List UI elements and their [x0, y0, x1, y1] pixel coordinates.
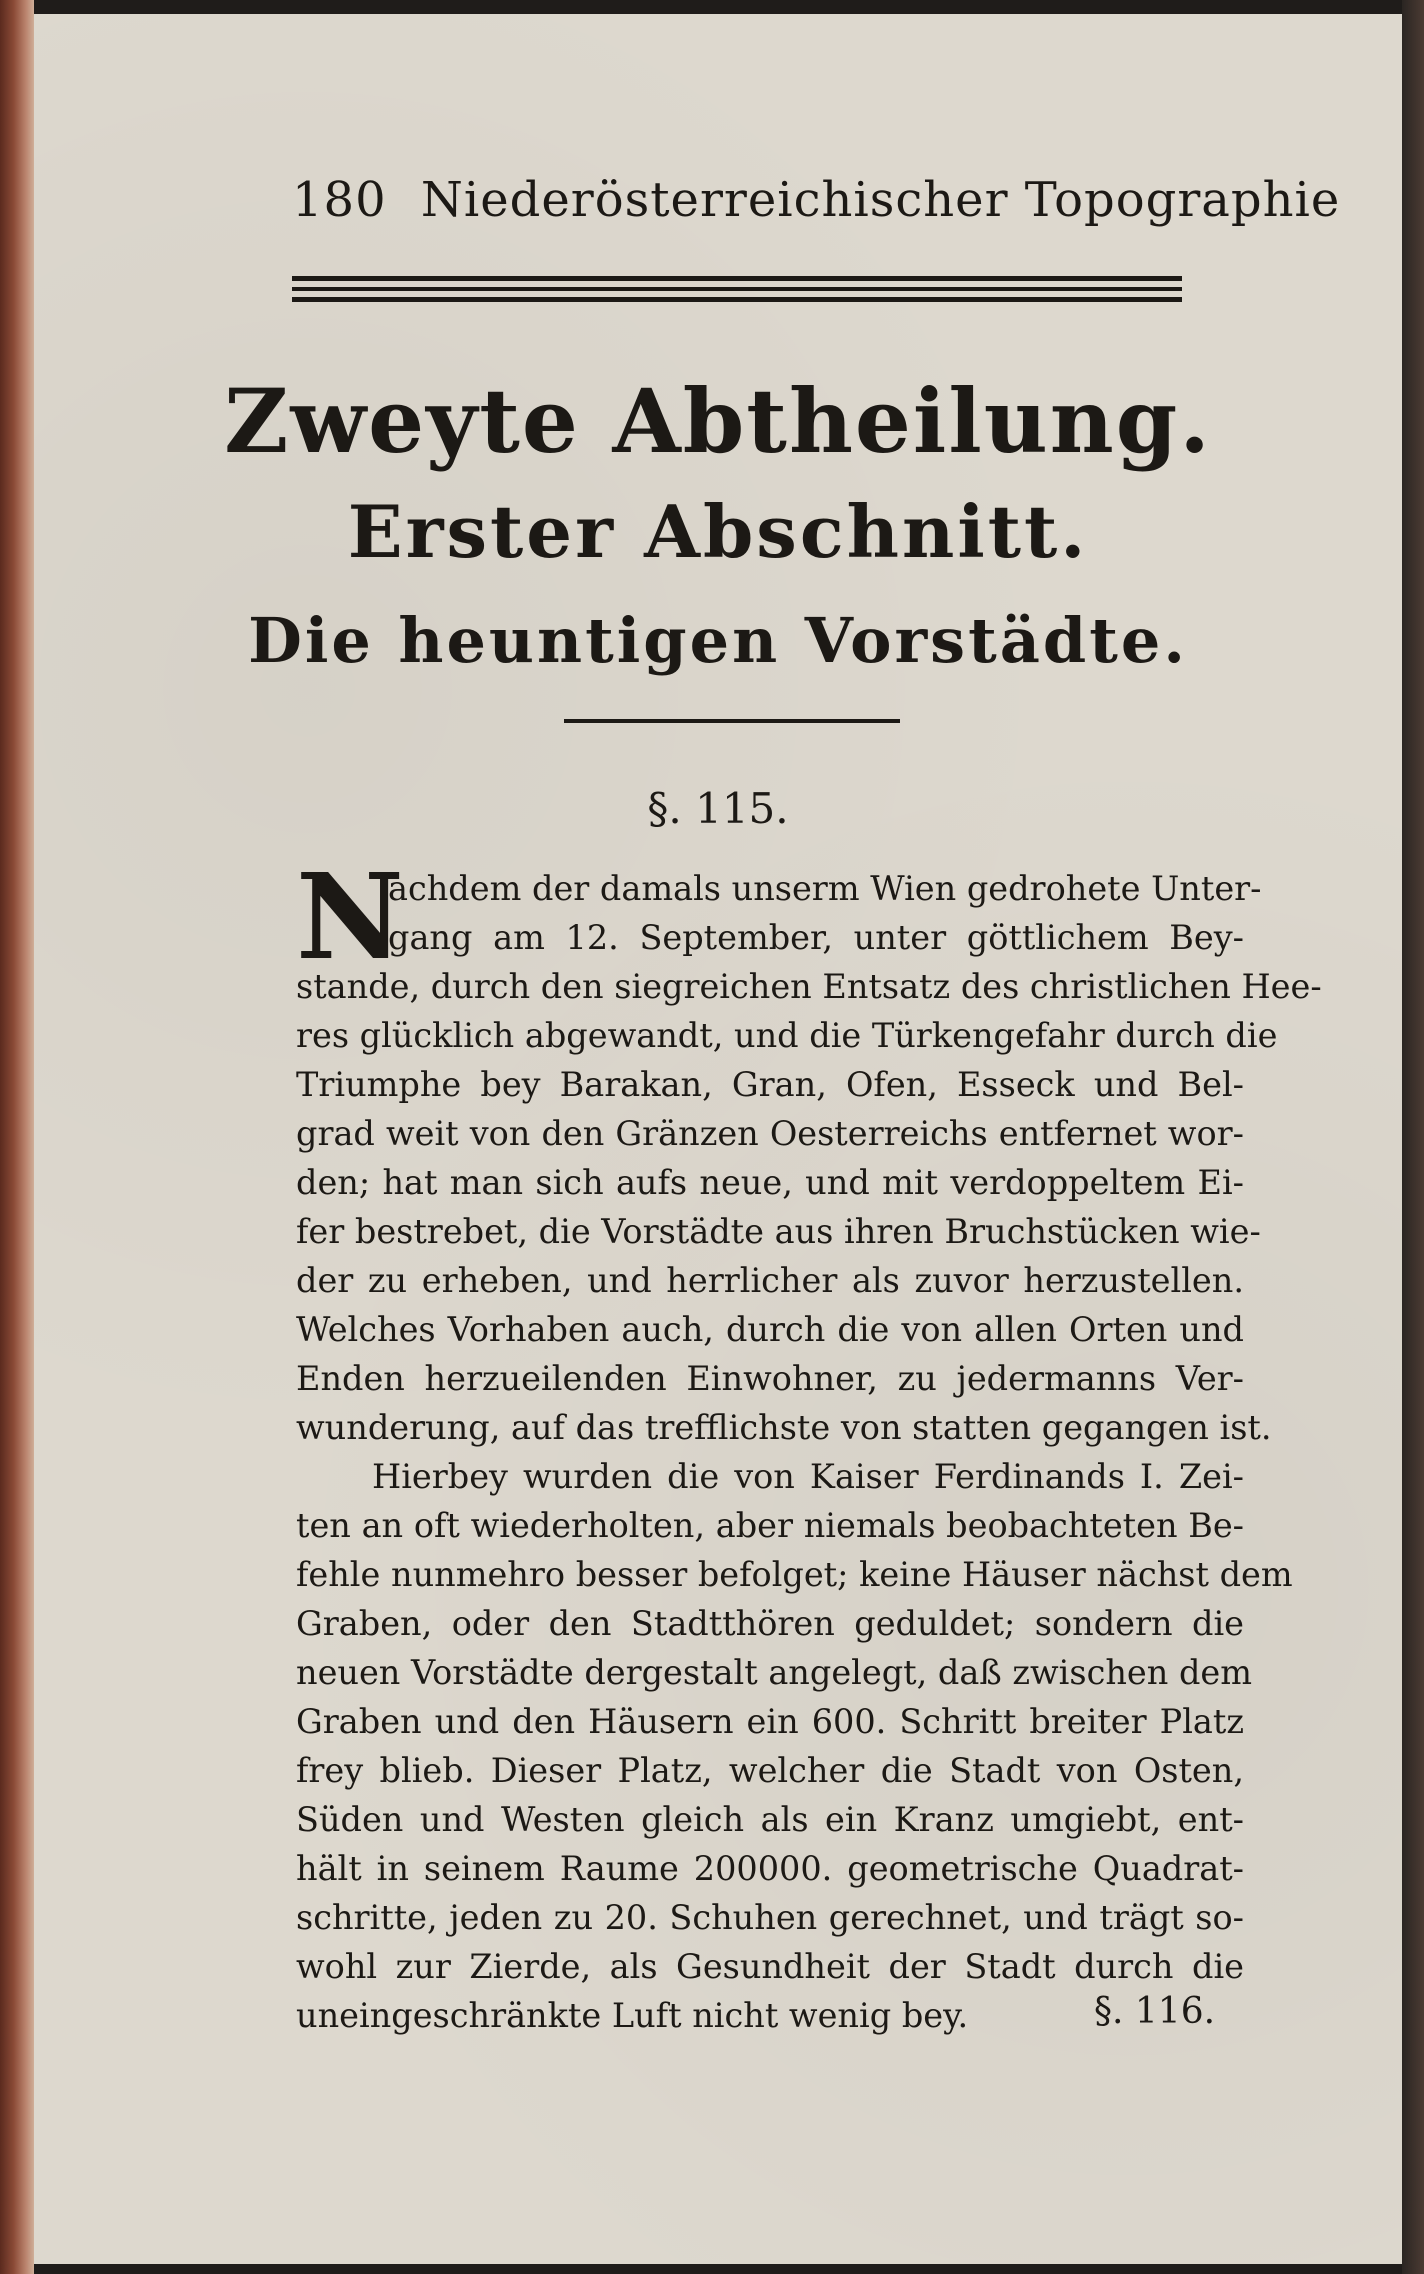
- text-line: uneingeschränkte Luft nicht wenig bey.: [296, 1996, 969, 2035]
- text-line: wunderung, auf das trefflichste von statten gegangen ist.: [296, 1408, 1272, 1447]
- section-heading: Erster Abschnitt.: [347, 489, 1089, 574]
- text-line: ten an oft wiederholten, aber niemals beobachteten Be-: [296, 1506, 1244, 1545]
- short-rule-divider: [564, 719, 900, 723]
- text-line: Welches Vorhaben auch, durch die von allen Orten und: [296, 1310, 1244, 1349]
- text-line: fehle nunmehro besser befolget; keine Häuser nächst dem: [296, 1555, 1293, 1594]
- drop-cap: N: [296, 847, 404, 986]
- page-number: 180: [292, 172, 387, 228]
- text-line: Hierbey wurden die von Kaiser Ferdinands I. Zei-: [372, 1457, 1244, 1496]
- text-line: den; hat man sich aufs neue, und mit verdoppeltem Ei-: [296, 1163, 1244, 1202]
- running-title: Niederösterreichischer Topographie: [420, 172, 1341, 228]
- text-line: frey blieb. Dieser Platz, welcher die Stadt von Osten,: [296, 1751, 1244, 1790]
- book-page: [34, 14, 1402, 2264]
- text-line: neuen Vorstädte dergestalt angelegt, daß zwischen dem: [296, 1653, 1252, 1692]
- double-rule-divider: [292, 276, 1182, 302]
- catchword: §. 116.: [1094, 1991, 1216, 2032]
- text-line: Süden und Westen gleich als ein Kranz umgiebt, ent-: [296, 1800, 1244, 1839]
- text-line: der zu erheben, und herrlicher als zuvor herzustellen.: [296, 1261, 1244, 1300]
- text-line: wohl zur Zierde, als Gesundheit der Stadt durch die: [296, 1947, 1244, 1986]
- body-text: [296, 847, 1322, 2040]
- text-line: res glücklich abgewandt, und die Türkengefahr durch die: [296, 1016, 1278, 1055]
- subject-heading: Die heuntigen Vorstädte.: [248, 604, 1188, 677]
- text-line: Graben und den Häusern ein 600. Schritt breiter Platz: [296, 1702, 1244, 1741]
- text-line: Graben, oder den Stadtthören geduldet; sondern die: [296, 1604, 1244, 1643]
- text-line: achdem der damals unserm Wien gedrohete Unter-: [388, 869, 1262, 908]
- text-line: Triumphe bey Barakan, Gran, Ofen, Esseck und Bel-: [296, 1065, 1244, 1104]
- paragraph-number: §. 115.: [647, 784, 789, 833]
- text-line: fer bestrebet, die Vorstädte aus ihren Bruchstücken wie-: [296, 1212, 1261, 1251]
- text-line: hält in seinem Raume 200000. geometrische Quadrat-: [296, 1849, 1244, 1888]
- text-line: gang am 12. September, unter göttlichem Bey-: [388, 918, 1244, 957]
- part-heading: Zweyte Abtheilung.: [224, 369, 1212, 473]
- text-line: stande, durch den siegreichen Entsatz des christlichen Hee-: [296, 967, 1322, 1006]
- book-spine-edge: [0, 0, 34, 2274]
- running-head: [292, 172, 1341, 228]
- book-right-edge: [1402, 0, 1424, 2274]
- text-line: grad weit von den Gränzen Oesterreichs entfernet wor-: [296, 1114, 1244, 1153]
- text-line: Enden herzueilenden Einwohner, zu jedermanns Ver-: [296, 1359, 1244, 1398]
- text-line: schritte, jeden zu 20. Schuhen gerechnet, und trägt so-: [296, 1898, 1244, 1937]
